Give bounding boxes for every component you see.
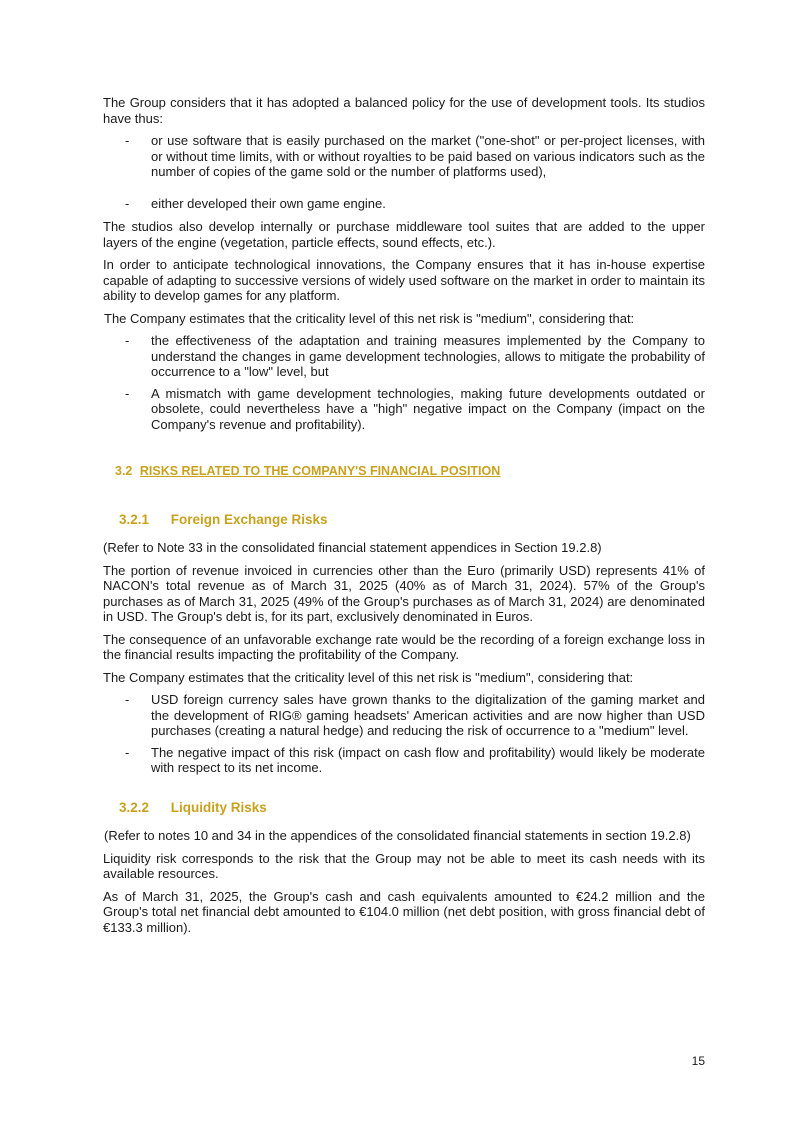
section-title: Liquidity Risks <box>170 799 267 815</box>
criticality-bullet-list-2 <box>103 692 705 776</box>
section-heading-3-2 <box>115 464 705 480</box>
section-number: 3.2.2 <box>119 799 150 815</box>
intro-paragraph: The Group considers that it has adopted a balanced policy for the use of development tools. Its studios have thus: <box>103 95 705 126</box>
criticality-bullet-list-1 <box>103 333 705 432</box>
section-heading-3-2-2 <box>119 800 705 816</box>
list-item: - A mismatch with game development technologies, making future developments outdated or obsolete, could nevertheless have a "high" negative impact on the Company (impact on the Company's revenue and profitability). <box>103 386 705 433</box>
list-item: - USD foreign currency sales have grown thanks to the digitalization of the gaming market and the development of RIG® gaming headsets' American activities and are now higher than USD purchases (creating a natural hedge) and reducing the risk of occurrence to a "medium" level. <box>103 692 705 739</box>
document-page <box>103 95 705 942</box>
liquidity-reference: (Refer to notes 10 and 34 in the appendices of the consolidated financial statements in section 19.2.8) <box>104 828 691 843</box>
page-number: 15 <box>691 1054 705 1068</box>
section-number: 3.2 <box>115 464 133 478</box>
section-title: RISKS RELATED TO THE COMPANY'S FINANCIAL POSITION <box>139 464 501 478</box>
anticipate-paragraph: In order to anticipate technological innovations, the Company ensures that it has in-house expertise capable of adapting to successive versions of widely used software on the market in order to maintain its ability to develop games for any platform. <box>103 257 705 303</box>
liquidity-paragraph-1: Liquidity risk corresponds to the risk that the Group may not be able to meet its cash needs with its available resources. <box>103 850 705 881</box>
list-item: - or use software that is easily purchased on the market ("one-shot" or per-project licenses, with or without time limits, with or without royalties to be paid based on various indicators such as the number of copies of the game sold or the number of platforms used), <box>103 133 705 180</box>
criticality-paragraph-2: The Company estimates that the criticality level of this net risk is "medium", considering that: <box>103 669 634 685</box>
fx-reference: (Refer to Note 33 in the consolidated financial statement appendices in Section 19.2.8) <box>103 540 602 555</box>
section-title: Foreign Exchange Risks <box>170 511 328 527</box>
section-number: 3.2.1 <box>119 511 150 527</box>
list-item: - The negative impact of this risk (impact on cash flow and profitability) would likely be moderate with respect to its net income. <box>103 745 705 776</box>
fx-paragraph-1: The portion of revenue invoiced in currencies other than the Euro (primarily USD) represents 41% of NACON's total revenue as of March 31, 2025 (40% as of March 31, 2024). 57% of the Group's purchases as of March 31, 2025 (49% of the Group's purchases as of March 31, 2024) are denominated in USD. The Group's debt is, for its part, exclusively denominated in Euros. <box>103 562 705 624</box>
list-item: - the effectiveness of the adaptation and training measures implemented by the Company to understand the changes in game development technologies, allows to mitigate the probability of occurrence to a "low" level, but <box>103 333 705 380</box>
criticality-paragraph-1: The Company estimates that the criticality level of this net risk is "medium", considering that: <box>104 310 635 326</box>
list-item: - either developed their own game engine. <box>103 196 705 212</box>
liquidity-paragraph-2: As of March 31, 2025, the Group's cash and cash equivalents amounted to €24.2 million and the Group's total net financial debt amounted to €104.0 million (net debt position, with gross financial debt of €133.3 million). <box>103 888 705 935</box>
fx-paragraph-2: The consequence of an unfavorable exchange rate would be the recording of a foreign exchange loss in the financial results impacting the profitability of the Company. <box>103 631 705 662</box>
intro-bullet-list <box>103 133 705 211</box>
middleware-paragraph: The studios also develop internally or purchase middleware tool suites that are added to the upper layers of the engine (vegetation, particle effects, sound effects, etc.). <box>103 219 705 250</box>
section-heading-3-2-1 <box>119 512 705 528</box>
